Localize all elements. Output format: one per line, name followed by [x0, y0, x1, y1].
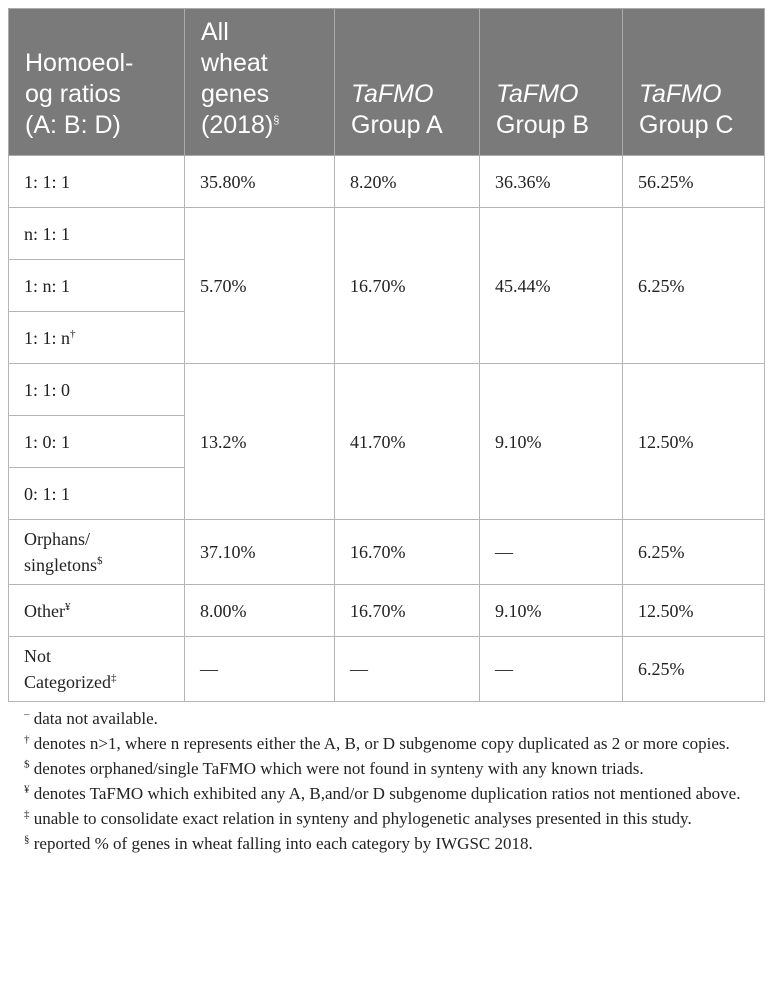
cell-group-a: –– — [335, 637, 480, 702]
cell-ratio: 1: 1: n† — [9, 312, 185, 364]
cell-all: 37.10% — [185, 520, 335, 585]
table-row — [9, 156, 765, 208]
cell-group-b: 36.36% — [480, 156, 623, 208]
table-row — [9, 585, 765, 637]
header-ratios: Homoeol- og ratios (A: B: D) — [9, 9, 185, 156]
cell-group-a: 8.20% — [335, 156, 480, 208]
cell-ratio: n: 1: 1 — [9, 208, 185, 260]
cell-ratio: 1: n: 1 — [9, 260, 185, 312]
header-all-wheat: All wheat genes (2018)§ — [185, 9, 335, 156]
header-group-a: TaFMO Group A — [335, 9, 480, 156]
cell-group-b: –– — [480, 520, 623, 585]
cell-ratio: 1: 0: 1 — [9, 416, 185, 468]
cell-group-a: 16.70% — [335, 520, 480, 585]
footnote: ¥ denotes TaFMO which exhibited any A, B,and/or D subgenome duplication ratios not mentioned above. — [24, 783, 741, 803]
cell-group-b: 9.10% — [480, 585, 623, 637]
cell-all: –– — [185, 637, 335, 702]
cell-all: 5.70% — [185, 208, 335, 364]
header-group-b: TaFMO Group B — [480, 9, 623, 156]
footnote: † denotes n>1, where n represents either the A, B, or D subgenome copy duplicated as 2 or more copies. — [24, 733, 730, 753]
table-container — [8, 8, 764, 856]
cell-all: 8.00% — [185, 585, 335, 637]
cell-group-c: 6.25% — [623, 637, 765, 702]
cell-ratio: Other¥ — [9, 585, 185, 637]
cell-all: 13.2% — [185, 364, 335, 520]
table-row — [9, 208, 765, 260]
footnote: § reported % of genes in wheat falling into each category by IWGSC 2018. — [24, 833, 533, 853]
table-row — [9, 637, 765, 702]
cell-group-a: 16.70% — [335, 208, 480, 364]
cell-ratio: 1: 1: 1 — [9, 156, 185, 208]
cell-group-c: 56.25% — [623, 156, 765, 208]
cell-group-a: 41.70% — [335, 364, 480, 520]
cell-group-c: 12.50% — [623, 585, 765, 637]
table-footnotes — [8, 706, 764, 856]
table-row — [9, 364, 765, 416]
data-table — [8, 8, 765, 702]
cell-ratio: Not Categorized‡ — [9, 637, 185, 702]
cell-group-b: 9.10% — [480, 364, 623, 520]
cell-group-b: 45.44% — [480, 208, 623, 364]
cell-group-c: 12.50% — [623, 364, 765, 520]
cell-group-a: 16.70% — [335, 585, 480, 637]
cell-group-c: 6.25% — [623, 520, 765, 585]
cell-group-c: 6.25% — [623, 208, 765, 364]
cell-ratio: Orphans/ singletons$ — [9, 520, 185, 585]
table-row — [9, 520, 765, 585]
footnote: $ denotes orphaned/single TaFMO which were not found in synteny with any known triads. — [24, 758, 644, 778]
cell-ratio: 1: 1: 0 — [9, 364, 185, 416]
footnote: – data not available. — [24, 708, 158, 728]
footnote: ‡ unable to consolidate exact relation in synteny and phylogenetic analyses presented in this study. — [24, 808, 692, 828]
header-group-c: TaFMO Group C — [623, 9, 765, 156]
cell-ratio: 0: 1: 1 — [9, 468, 185, 520]
header-row — [9, 9, 765, 156]
cell-group-b: –– — [480, 637, 623, 702]
cell-all: 35.80% — [185, 156, 335, 208]
